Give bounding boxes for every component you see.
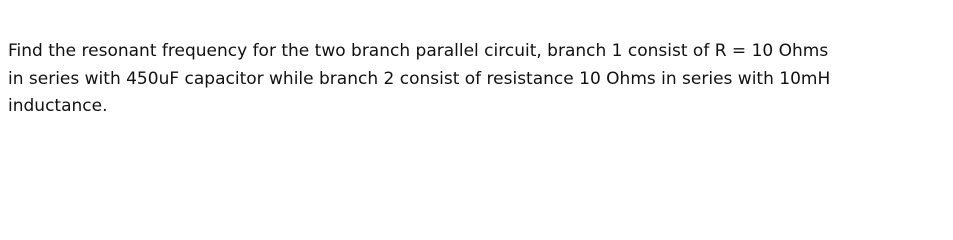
question-paragraph <box>8 38 933 121</box>
question-line-1: Find the resonant frequency for the two branch parallel circuit, branch 1 consist of R = 10 Ohms <box>8 41 829 61</box>
question-line-2: in series with 450uF capacitor while branch 2 consist of resistance 10 Ohms in series with 10mH <box>8 68 831 89</box>
question-line-3: inductance. <box>8 96 108 116</box>
